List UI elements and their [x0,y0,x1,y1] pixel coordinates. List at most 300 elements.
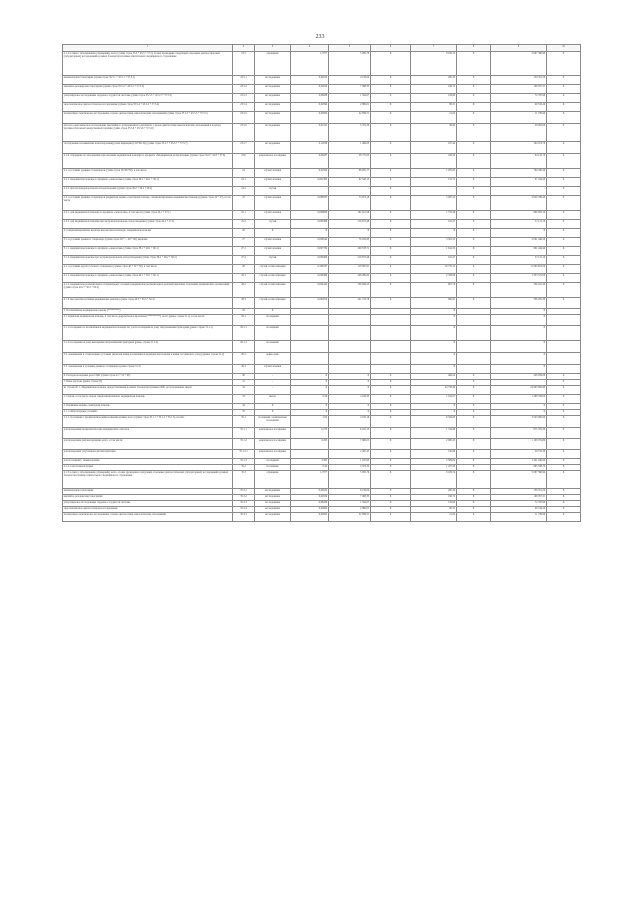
table-row [63,123,581,141]
table-cell: X [547,111,581,123]
table-cell: случай лечения [255,210,291,219]
table-cell: 23.5.2 [233,84,255,93]
table-cell: X [547,488,581,494]
table-cell [329,325,371,340]
table-cell: 0,02994 [291,102,329,111]
table-cell: 150 351,50 [491,75,547,84]
table-cell: X [371,464,411,470]
table-cell: 5 095,79 [329,470,371,488]
table-cell: 0,02634 [291,494,329,500]
table-cell: 24 [233,168,255,177]
table-cell: 0,000466 [291,255,329,264]
table-cell: 2 920 786,40 [491,195,547,210]
table-cell: 104 074,70 [491,141,547,153]
row-label-cell: магнитно-резонансная томография [63,494,233,500]
table-cell: - [291,186,329,195]
table-cell: 109 057,51 [491,84,547,93]
table-cell: 118 805,91 [329,264,371,273]
table-cell: X [457,470,491,488]
table-cell [547,352,581,364]
table-cell: 11 739,90 [491,111,547,123]
table-cell: X [491,308,547,314]
document-sheet [62,44,580,522]
table-cell: X [547,273,581,282]
row-label-cell: 5.2. оказываемая в стационарных условиях (включая койки паллиативной медицинской помощи и койки сестринского ухода) (равно строке 51.2) [63,352,233,364]
table-cell: X [291,228,329,237]
table-cell: X [411,325,457,340]
table-cell: 28 093,00 [491,123,547,141]
table-cell: посещения / комплексные посещения [255,415,291,427]
table-cell: - [491,186,547,195]
table-cell: случай лечения [255,246,291,255]
table-cell: - [411,186,457,195]
table-cell: X [547,228,581,237]
table-cell: 1 564,07 [329,93,371,102]
table-cell: X [255,228,291,237]
table-cell: X [411,352,457,364]
table-cell: 2 869,01 [329,506,371,512]
table-row [63,470,581,488]
table-row [63,141,581,153]
row-label-cell: 4.1. в условиях круглосуточного стационара (сумма строк 40 + 50 + 62), в том числе [63,264,233,273]
table-cell: 86,31 [411,506,457,512]
table-cell: 1 333 572,00 [491,273,547,282]
row-label-cell: 2.1.5 в связи с заболеванием (обращений), всего (сумма строк 35.5 + 45.5 + 57.5), из них проведение следующих отдельных диагностических (лабораторных) исследований в рамках базовой программы обязательного медицинского страхования [63,51,233,75]
table-cell: X [371,219,411,228]
table-cell: 35.1 [233,415,255,427]
table-row [63,449,581,458]
table-cell: X [457,186,491,195]
table-cell: 1 614,53 [411,246,457,255]
table-cell: 27 [233,237,255,246]
table-cell: X [371,282,411,297]
table-row [63,246,581,255]
table-cell: комплексное посещение [255,427,291,438]
table-cell: X [457,219,491,228]
table-cell: исследование [255,141,291,153]
column-header: 10 [547,45,581,52]
table-row [63,340,581,352]
table-cell: X [457,506,491,512]
table-cell: 67 434,20 [491,177,547,186]
table-cell: 35.3.3 [233,500,255,506]
table-cell: X [547,415,581,427]
table-cell: X [457,403,491,409]
table-row [63,153,581,168]
table-cell: X [547,75,581,84]
table-cell: 99,64 [411,123,457,141]
row-label-cell: магнитно-резонансная томография (сумма строк 35.5.2 + 45.5.2 + 57.5.2) [63,84,233,93]
table-cell [291,352,329,364]
table-cell: 339 431,30 [491,282,547,297]
table-cell: 2 165,16 [329,415,371,427]
table-cell: - [255,385,291,394]
table-cell: X [371,427,411,438]
table-cell: 24.1 [233,177,255,186]
table-cell: X [547,123,581,141]
table-cell: X [371,168,411,177]
table-cell: посещений [255,325,291,340]
table-cell: X [547,379,581,385]
row-label-cell: 3. Специализированная, включая высокотехнологичную, медицинская помощь [63,228,233,237]
table-cell: 28.1 [233,273,255,282]
row-label-cell: 5.1.1 посещение по паллиативной медицинской помощи без учета посещений на дому патронажными бригадами (равно строке 51.1.1) [63,325,233,340]
table-cell: 3 543 082,00 [491,415,547,427]
table-cell: 23.5.3 [233,93,255,102]
table-cell: 0,00092 [291,512,329,521]
table-cell: X [457,210,491,219]
table-cell: 7 468,33 [329,84,371,93]
table-cell: комплексное посещение [255,449,291,458]
table-row [63,282,581,297]
table-cell: X [291,379,329,385]
table-cell: X [547,506,581,512]
table-cell: X [329,379,371,385]
table-cell: 49 519,20 [491,506,547,512]
table-cell [457,340,491,352]
table-cell: случай [255,219,291,228]
table-cell: X [457,415,491,427]
table-cell: X [457,84,491,93]
table-cell: 0,54 [291,464,329,470]
table-row [63,364,581,373]
table-cell: исследование [255,93,291,102]
table-cell: 44 758,46 [411,385,457,394]
table-row [63,385,581,394]
table-cell: X [547,282,581,297]
table-cell: X [457,494,491,500]
table-row [63,228,581,237]
table-cell: X [547,153,581,168]
table-cell: X [457,488,491,494]
row-label-cell: 4.1.1. медицинская помощь по профилю «онкология» (сумма строк 40.1 + 50.1 + 62.1) [63,273,233,282]
table-cell: X [371,297,411,308]
table-cell: 76 452,63 [329,237,371,246]
table-cell: комплексное посещение [255,438,291,449]
table-cell: X [491,403,547,409]
table-cell [547,364,581,373]
table-cell: 226 959,00 [491,373,547,379]
table-cell: 19 770,12 [411,264,457,273]
table-cell: X [457,123,491,141]
table-cell: X [457,458,491,464]
table-cell: 0,29 [291,394,329,403]
table-row [63,75,581,84]
table-cell: 33 [233,394,255,403]
row-label-cell: 2.2.1. медицинская помощь по профилю «онкология» (сумма строк 36.1 + 46.1 + 58.1) [63,177,233,186]
row-label-cell: 2.1. в амбулаторных условиях: [63,409,233,415]
page-number: 233 [315,34,325,40]
table-cell: 24.2 [233,186,255,195]
table-cell: X [371,394,411,403]
table-cell: X [547,264,581,273]
table-row [63,111,581,123]
table-cell: X [371,470,411,488]
table-cell: 0,004443 [291,282,329,297]
table-cell: X [371,177,411,186]
table-cell [547,314,581,325]
table-row [63,84,581,93]
table-cell: X [291,409,329,415]
table-cell: случай [255,255,291,264]
table-cell [371,325,411,340]
table-cell: 6 415,13 [329,427,371,438]
table-cell: X [371,403,411,409]
row-label-cell: тестирование на выявление новой коронавирусной инфекции (COVID-19) (сумма строк 35.5.7 + 45.5.7 + 57.5.7) [63,141,233,153]
table-cell: 4 108,33 [329,394,371,403]
table-cell: исследование [255,84,291,93]
table-cell: X [371,111,411,123]
table-cell: 159 351,50 [491,488,547,494]
table-cell [329,340,371,352]
table-cell: X [371,385,411,394]
row-label-cell: 3.1. в условиях дневного стационара (сумма строк 29 + ... 48 + 60), включая [63,237,233,246]
table-cell: X [457,102,491,111]
table-cell: случай лечения [255,195,291,210]
table-cell: X [547,438,581,449]
table-cell: X [547,246,581,255]
table-cell: 23.5.6 [233,123,255,141]
table-cell: 25 [233,195,255,210]
table-cell: 5 372,30 [329,123,371,141]
table-cell [457,325,491,340]
table-cell: X [457,394,491,403]
row-label-cell: для проведения диспансеризации, всего, в том числе: [63,438,233,449]
table-cell: 25.2 [233,219,255,228]
row-label-cell: 3.1.1. медицинская помощь по профилю «онкология» (сумма строк 38.1 + 48.1 + 60.1) [63,246,233,255]
table-cell: X [547,373,581,379]
table-cell: 35.3.2 [233,494,255,500]
table-cell: 0,007784 [291,246,329,255]
row-label-cell: патолого-анатомическое исследование биопсийного (операционного) материала с целью диагностики онкологических заболеваний и подбора противоопухолевой лекарственной терапии (сумма строк 35.5.6 + 45.5.6 + 57.5.6) [63,123,233,141]
table-cell: 32 [233,385,255,394]
table-cell: X [547,195,581,210]
table-cell: 23.5.1 [233,75,255,84]
table-cell: случай госпитализации [255,273,291,282]
table-cell: X [371,273,411,282]
table-cell: X [547,102,581,111]
row-label-cell: 2.1.3 в связи с заболеванием (обращений), всего, из них проведение следующих отдельных диагностических (лабораторных) исследований в рамках базовой программы обязательного медицинского страхования [63,470,233,488]
table-cell: X [457,93,491,102]
table-cell: 22 839,51 [329,111,371,123]
table-cell: X [547,297,581,308]
row-label-cell: ультразвуковое исследование сердечно-сосудистой системы (сумма строк 35.5.3 + 45.5.3 + 57.5.3) [63,93,233,102]
table-cell: 23.5.7 [233,141,255,153]
table-cell: 0,068583 [291,195,329,210]
table-cell: 1 744,98 [411,427,457,438]
table-cell: 1 564,07 [329,500,371,506]
table-cell: X [291,385,329,394]
row-label-cell: ультразвуковое исследование сердечно-сосудистой системы [63,500,233,506]
table-cell: X [371,264,411,273]
table-cell [371,314,411,325]
table-cell: 38 772,03 [329,153,371,168]
table-cell: 30 [233,373,255,379]
table-cell: X [547,458,581,464]
table-cell: X [371,494,411,500]
table-row [63,264,581,273]
table-cell [457,314,491,325]
table-cell: 219 673,46 [329,255,371,264]
row-label-cell: 5.1.2 посещения на дому выездными патронажными бригадами (равно строке 51.1.2) [63,340,233,352]
table-cell: X [457,168,491,177]
table-cell: X [329,385,371,394]
table-cell: 26 [233,228,255,237]
table-cell: 23.5.5 [233,111,255,123]
column-header: 3 [255,45,291,52]
column-header: 9 [491,45,547,52]
table-cell: 0,08286 [291,93,329,102]
table-cell: - [329,186,371,195]
table-cell: 6 159,04 [329,488,371,494]
table-cell [291,340,329,352]
table-cell: X [371,506,411,512]
table-cell: 27.1 [233,246,255,255]
table-cell: исследование [255,488,291,494]
table-cell: 0,048544 [291,237,329,246]
table-cell: X [255,409,291,415]
table-cell: 28.2 [233,282,255,297]
table-row [63,352,581,364]
table-cell: 98 955,77 [329,168,371,177]
table-cell: 35.3.5 [233,512,255,521]
row-label-cell: 4.1.3. высокотехнологичная медицинская помощь (сумма строк 40.3 + 50.3 + 62.3) [63,297,233,308]
row-label-cell: эндоскопическое диагностическое исследование (сумма строк 35.5.4 + 45.5.4 + 57.5.4) [63,102,233,111]
row-label-cell: 2.3. в условиях дневных стационаров (первичная медико-санитарная помощь, специализированная медицинская помощь) (сумма строк 24 + 27), в том числе [63,195,233,210]
table-cell: случай лечения [255,177,291,186]
table-cell: 92 526,13 [329,177,371,186]
table-cell: 28.3 [233,297,255,308]
table-cell: исследование [255,494,291,500]
table-cell: X [371,186,411,195]
table-row [63,297,581,308]
table-cell: 150,08 [411,449,457,458]
table-row [63,210,581,219]
table-cell: X [547,210,581,219]
table-cell: 192 821,96 [329,210,371,219]
table-cell: 57 115,10 [491,255,547,264]
row-label-cell: 6. Расходы на ведение дела СМО (сумма строк 41 + 52 + 63) [63,373,233,379]
table-cell: 241 725,76 [329,297,371,308]
table-cell: X [329,373,371,379]
row-label-cell: 2. Первичная медико-санитарная помощь [63,403,233,409]
table-cell: 35 [233,409,255,415]
table-cell: X [255,308,291,314]
table-cell: 2,93 [291,415,329,427]
table-cell: 0,12838 [291,141,329,153]
table-cell: 0,166337 [291,264,329,273]
table-cell: 102,27 [411,255,457,264]
table-cell: 2 000,23 [411,438,457,449]
table-row [63,512,581,521]
table-cell: 59 732,30 [491,449,547,458]
table-cell: X [547,255,581,264]
table-cell: X [547,394,581,403]
table-cell: 29.2 [233,352,255,364]
table-cell: X [457,111,491,123]
table-cell: 35.3.1 [233,488,255,494]
table-cell: 1 469,03 [329,141,371,153]
table-cell: X [457,255,491,264]
table-cell: X [291,403,329,409]
table-cell: случай госпитализации [255,282,291,297]
table-cell: X [371,415,411,427]
table-cell: X [371,488,411,494]
table-cell: 0,02994 [291,506,329,512]
table-cell: 760 330,20 [491,168,547,177]
table-cell: X [371,255,411,264]
table-row [63,415,581,427]
table-row [63,394,581,403]
table-cell: комплексное посещение [255,153,291,168]
table-cell: X [547,84,581,93]
table-row [63,186,581,195]
table-cell: 1,7877 [291,470,329,488]
row-label-cell: для посещений с иными целями [63,458,233,464]
table-cell: случай лечения [255,237,291,246]
table-row [63,102,581,111]
table-cell: обращение [255,51,291,75]
table-cell: X [457,195,491,210]
table-cell: X [457,273,491,282]
column-header: 5 [329,45,371,52]
row-label-cell: для проведения углубленной диспансеризации [63,449,233,458]
row-label-cell: 7. Иные расходы (равно строке 53) [63,379,233,385]
table-cell: X [329,228,371,237]
table-cell: обращение [255,470,291,488]
table-cell [291,325,329,340]
table-cell: 682,81 [411,297,457,308]
table-row [63,219,581,228]
table-cell: X [411,340,457,352]
table-cell: 136 846,25 [329,282,371,297]
table-cell: 35.1.1 [233,427,255,438]
table-cell: X [547,470,581,488]
table-cell: исследование [255,123,291,141]
table-cell: 1 733,28 [411,210,457,219]
table-cell: исследование [255,500,291,506]
table-cell: 0,04632 [291,488,329,494]
table-cell: X [457,75,491,84]
column-header: 2 [233,45,255,52]
table-cell: X [457,379,491,385]
row-label-cell: 2.1.2. в неотложной форме [63,464,233,470]
table-cell: посещений [255,340,291,352]
table-cell: - [255,373,291,379]
table-cell: 86,31 [411,102,457,111]
table-cell [329,352,371,364]
row-label-cell: 2.1.1. посещения с профилактическими и иными целями, всего (сумма строк 35.1.1 + 35.1.2 + 35.1.3), из них: [63,415,233,427]
table-cell: X [457,237,491,246]
table-cell: 196,72 [411,84,457,93]
table-cell: X [457,246,491,255]
table-cell: посещения [255,458,291,464]
row-label-cell: 5.1 первичная медицинская помощь, в том числе доврачебная и врачебная (**********), всего (равно строке 51.1), в том числе: [63,314,233,325]
row-label-cell: 4.1.2. медицинская реабилитация в стационарных условиях (медицинская реабилитация в реабилитационных отделениях медицинских организаций) (сумма строк 40.2 + 50.2 + 62.2) [63,282,233,297]
row-label-cell: компьютерная томография (сумма строк 35.5.1 + 45.5.1 + 57.5.1) [63,75,233,84]
table-cell: 285,34 [411,75,457,84]
table-cell: 2 509,84 [411,458,457,464]
table-cell: X [371,75,411,84]
table-cell: 6 344,63 [411,415,457,427]
table-row [63,237,581,246]
table-cell: 685 538,70 [491,464,547,470]
table-cell: 35.3.4 [233,506,255,512]
table-row [63,177,581,186]
table-cell: 4 159,04 [329,75,371,84]
table-cell: 0,04632 [291,75,329,84]
table-cell: 155,75 [411,177,457,186]
